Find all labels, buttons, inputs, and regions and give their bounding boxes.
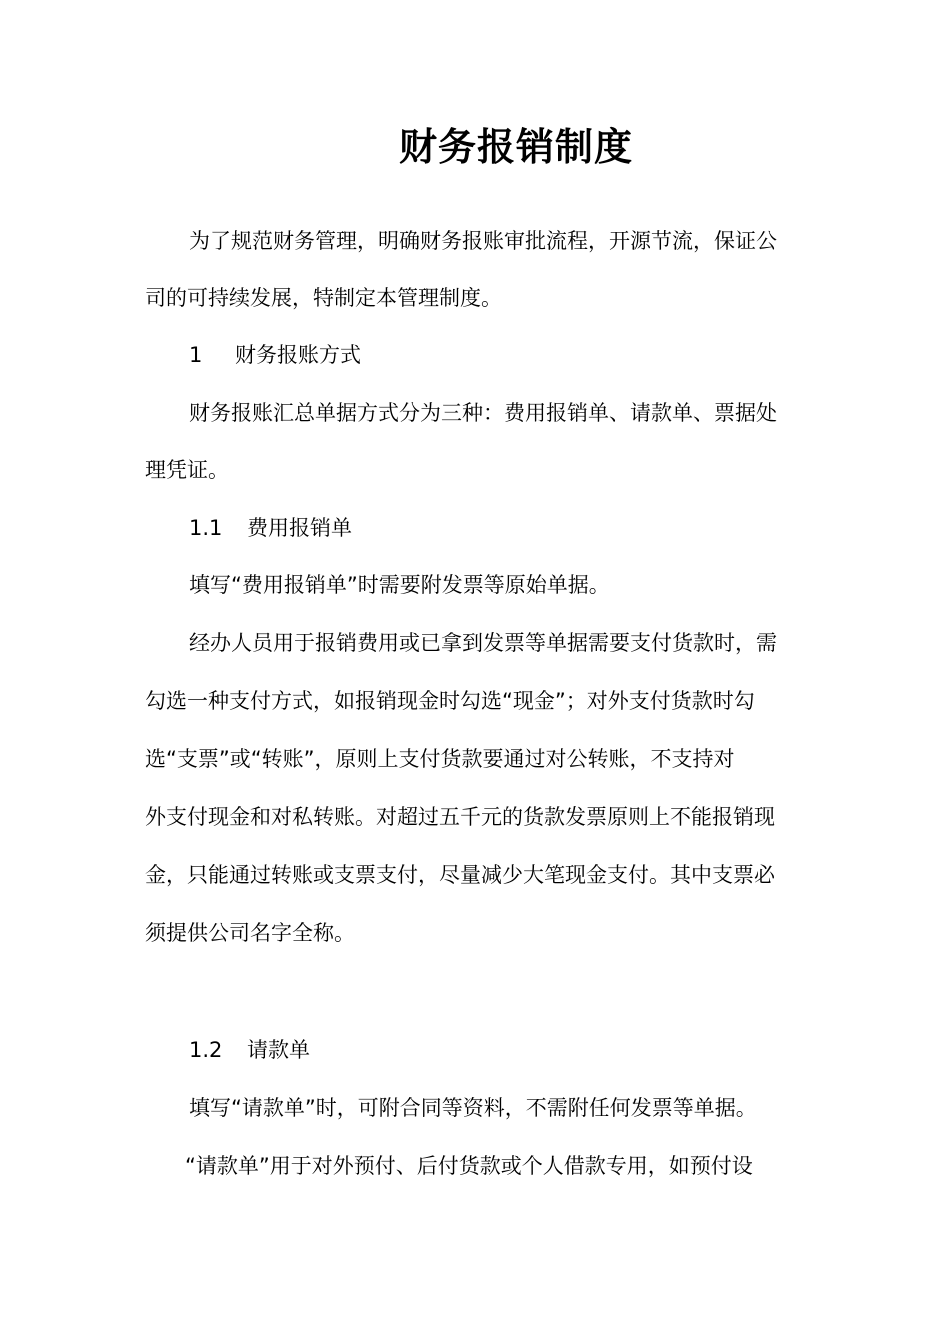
section-1-1-para-2-line-3: 选“支票”或“转账”，原则上支付货款要通过对公转账，不支持对 [145,747,735,771]
section-1-2-heading [189,1035,310,1065]
intro-line-1: 为了规范财务管理，明确财务报账审批流程，开源节流，保证公 [189,229,777,253]
section-1-2-para-1: 填写“请款单”时，可附合同等资料，不需附任何发票等单据。 [189,1096,757,1120]
section-1-1-para-2-line-1: 经办人员用于报销费用或已拿到发票等单据需要支付货款时，需 [189,631,777,655]
section-1-1-para-2-line-5: 金，只能通过转账或支票支付，尽量减少大笔现金支付。其中支票必 [145,863,775,887]
section-1-2-title: 请款单 [247,1038,310,1062]
section-1-para-line-2: 理凭证。 [145,458,229,482]
section-1-2-number: 1.2 [189,1038,223,1062]
document-title: 财务报销制度 [398,125,633,169]
section-1-1-para-1: 填写“费用报销单”时需要附发票等原始单据。 [189,573,610,597]
section-1-1-title: 费用报销单 [247,516,352,540]
section-1-1-number: 1.1 [189,516,223,540]
section-1-1-heading [189,513,352,543]
section-1-title: 财务报账方式 [235,343,361,367]
section-1-1-para-2-line-6: 须提供公司名字全称。 [145,921,355,945]
section-1-number: 1 [189,343,203,367]
section-1-1-para-2-line-2: 勾选一种支付方式，如报销现金时勾选“现金”；对外支付货款时勾 [145,689,755,713]
section-1-2-para-2-line-1: “请款单”用于对外预付、后付货款或个人借款专用，如预付设 [185,1154,753,1178]
section-1-para-line-1: 财务报账汇总单据方式分为三种：费用报销单、请款单、票据处 [189,401,777,425]
intro-line-2: 司的可持续发展，特制定本管理制度。 [145,286,502,310]
section-1-1-para-2-line-4: 外支付现金和对私转账。对超过五千元的货款发票原则上不能报销现 [145,805,775,829]
section-1-heading [189,340,361,370]
